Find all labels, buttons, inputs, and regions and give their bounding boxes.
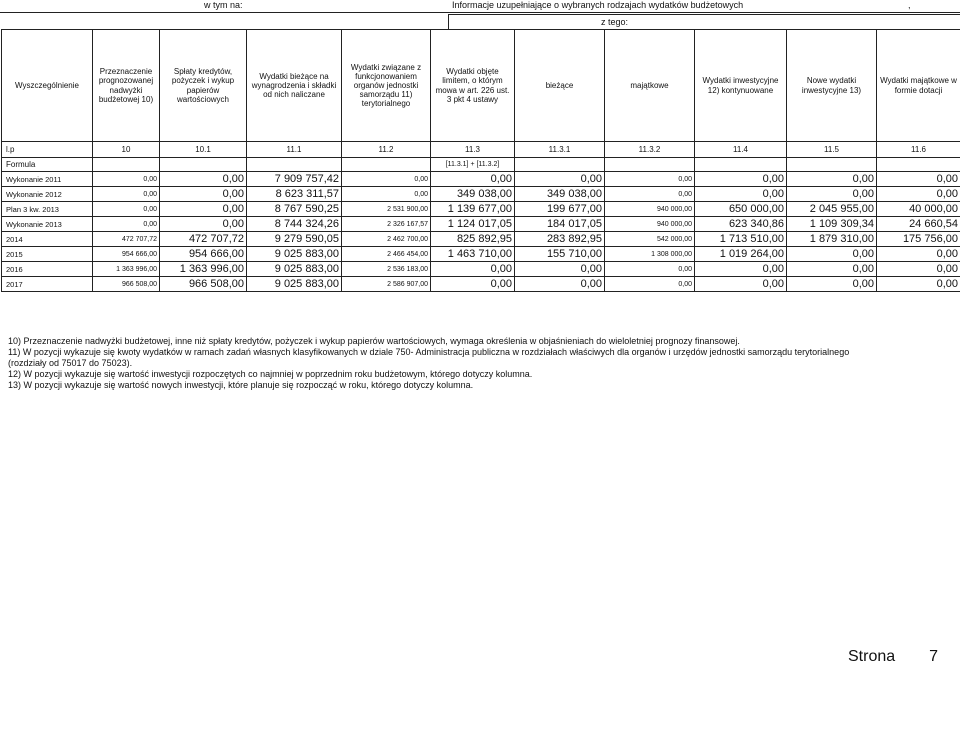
value-cell: 1 713 510,00	[695, 232, 787, 247]
footnotes	[8, 336, 948, 391]
page-label: Strona	[848, 648, 896, 665]
value-cell: 0,00	[605, 262, 695, 277]
value-cell: 0,00	[93, 187, 160, 202]
row-label: Plan 3 kw. 2013	[2, 202, 93, 217]
value-cell: 184 017,05	[515, 217, 605, 232]
number-cell: 10	[93, 142, 160, 158]
header-cell: Wydatki objęte limitem, o którym mowa w art. 226 ust. 3 pkt 4 ustawy	[431, 30, 515, 142]
value-cell: 7 909 757,42	[247, 172, 342, 187]
formula-row	[2, 158, 960, 172]
value-cell: 1 879 310,00	[787, 232, 877, 247]
header-cell: majątkowe	[605, 30, 695, 142]
value-cell: 0,00	[160, 217, 247, 232]
value-cell: 8 767 590,25	[247, 202, 342, 217]
value-cell: 40 000,00	[877, 202, 960, 217]
value-cell: 155 710,00	[515, 247, 605, 262]
value-cell: 2 462 700,00	[342, 232, 431, 247]
w-tym-na-label: w tym na:	[204, 0, 243, 10]
value-cell: 2 045 955,00	[787, 202, 877, 217]
header-cell: Wydatki inwestycyjne 12) kontynuowane	[695, 30, 787, 142]
value-cell: 0,00	[877, 172, 960, 187]
value-cell: 2 536 183,00	[342, 262, 431, 277]
value-cell: 1 139 677,00	[431, 202, 515, 217]
table-row	[2, 202, 960, 217]
header-cell: Wyszczególnienie	[2, 30, 93, 142]
value-cell: 0,00	[877, 187, 960, 202]
value-cell: 1 363 996,00	[160, 262, 247, 277]
table-row	[2, 172, 960, 187]
value-cell: 9 279 590,05	[247, 232, 342, 247]
value-cell: 199 677,00	[515, 202, 605, 217]
value-cell: 2 326 167,57	[342, 217, 431, 232]
value-cell: 0,00	[93, 172, 160, 187]
table-row	[2, 277, 960, 292]
page-num: 7	[929, 648, 939, 665]
value-cell: 0,00	[787, 262, 877, 277]
value-cell: 1 308 000,00	[605, 247, 695, 262]
row-label: 2016	[2, 262, 93, 277]
value-cell: 0,00	[160, 202, 247, 217]
value-cell: 0,00	[431, 172, 515, 187]
value-cell: 2 586 907,00	[342, 277, 431, 292]
table-row	[2, 232, 960, 247]
value-cell: 0,00	[515, 172, 605, 187]
table-row	[2, 217, 960, 232]
budget-table	[1, 29, 960, 292]
value-cell: 825 892,95	[431, 232, 515, 247]
value-cell: 1 363 996,00	[93, 262, 160, 277]
value-cell: 0,00	[695, 277, 787, 292]
row-label: 2017	[2, 277, 93, 292]
value-cell: 650 000,00	[695, 202, 787, 217]
table-row	[2, 262, 960, 277]
header-cell: Nowe wydatki inwestycyjne 13)	[787, 30, 877, 142]
value-cell: 1 463 710,00	[431, 247, 515, 262]
value-cell: 940 000,00	[605, 217, 695, 232]
footnote: 11) W pozycji wykazuje się kwoty wydatków w ramach zadań własnych klasyfikowanych w dziale 750- Administracja publiczna w rozdziałach właściwych dla organów i urzędów jednostki samorządu terytorialnego	[8, 347, 850, 357]
value-cell: 0,00	[431, 262, 515, 277]
header-cell: Wydatki bieżące na wynagrodzenia i składki od nich naliczane	[247, 30, 342, 142]
value-cell: 0,00	[160, 172, 247, 187]
column-number-row	[2, 142, 960, 158]
header-cell: bieżące	[515, 30, 605, 142]
value-cell: 0,00	[93, 202, 160, 217]
value-cell: 283 892,95	[515, 232, 605, 247]
value-cell: 0,00	[695, 172, 787, 187]
value-cell: 1 019 264,00	[695, 247, 787, 262]
value-cell: 472 707,72	[93, 232, 160, 247]
value-cell: 1 109 309,34	[787, 217, 877, 232]
number-cell: l.p	[2, 142, 93, 158]
formula-label: Formula	[2, 158, 93, 172]
value-cell: 472 707,72	[160, 232, 247, 247]
footnote: 13) W pozycji wykazuje się wartość nowych inwestycji, które planuje się rozpocząć w roku, którego dotyczy kolumna.	[8, 380, 474, 390]
value-cell: 0,00	[515, 262, 605, 277]
value-cell: 9 025 883,00	[247, 277, 342, 292]
value-cell: 0,00	[342, 187, 431, 202]
value-cell: 542 000,00	[605, 232, 695, 247]
comma-mark: ,	[908, 0, 911, 10]
value-cell: 954 666,00	[160, 247, 247, 262]
value-cell: 2 531 900,00	[342, 202, 431, 217]
header-row	[2, 30, 960, 142]
value-cell: 0,00	[695, 187, 787, 202]
value-cell: 0,00	[160, 187, 247, 202]
value-cell: 0,00	[431, 277, 515, 292]
header-cell: Przeznaczenie prognozowanej nadwyżki budżetowej 10)	[93, 30, 160, 142]
header-cell: Spłaty kredytów, pożyczek i wykup papierów wartościowych	[160, 30, 247, 142]
value-cell: 0,00	[787, 172, 877, 187]
value-cell: 0,00	[787, 277, 877, 292]
number-cell: 11.3	[431, 142, 515, 158]
number-cell: 11.3.1	[515, 142, 605, 158]
value-cell: 349 038,00	[515, 187, 605, 202]
number-cell: 10.1	[160, 142, 247, 158]
value-cell: 966 508,00	[93, 277, 160, 292]
number-cell: 11.3.2	[605, 142, 695, 158]
z-tego-row	[448, 14, 960, 29]
formula-text: [11.3.1] + [11.3.2]	[431, 158, 515, 172]
value-cell: 9 025 883,00	[247, 262, 342, 277]
header-cell: Wydatki związane z funkcjonowaniem organów jednostki samorządu 11) terytorialnego	[342, 30, 431, 142]
footnote: 10) Przeznaczenie nadwyżki budżetowej, inne niż spłaty kredytów, pożyczek i wykup papierów wartościowych, wymaga określenia w objaśnieniach do wieloletniej prognozy finansowej.	[8, 336, 740, 346]
number-cell: 11.1	[247, 142, 342, 158]
z-tego-label: z tego:	[601, 17, 629, 27]
top-header-row	[0, 0, 960, 13]
value-cell: 0,00	[695, 262, 787, 277]
value-cell: 0,00	[605, 172, 695, 187]
value-cell: 0,00	[93, 217, 160, 232]
value-cell: 2 466 454,00	[342, 247, 431, 262]
value-cell: 0,00	[877, 277, 960, 292]
informacje-label: Informacje uzupełniające o wybranych rodzajach wydatków budżetowych	[452, 0, 744, 10]
row-label: 2015	[2, 247, 93, 262]
value-cell: 8 623 311,57	[247, 187, 342, 202]
value-cell: 175 756,00	[877, 232, 960, 247]
value-cell: 9 025 883,00	[247, 247, 342, 262]
value-cell: 0,00	[515, 277, 605, 292]
row-label: Wykonanie 2013	[2, 217, 93, 232]
value-cell: 0,00	[605, 187, 695, 202]
value-cell: 0,00	[787, 247, 877, 262]
number-cell: 11.4	[695, 142, 787, 158]
value-cell: 954 666,00	[93, 247, 160, 262]
header-cell: Wydatki majątkowe w formie dotacji	[877, 30, 960, 142]
value-cell: 623 340,86	[695, 217, 787, 232]
value-cell: 966 508,00	[160, 277, 247, 292]
row-label: Wykonanie 2012	[2, 187, 93, 202]
row-label: Wykonanie 2011	[2, 172, 93, 187]
value-cell: 349 038,00	[431, 187, 515, 202]
value-cell: 940 000,00	[605, 202, 695, 217]
row-label: 2014	[2, 232, 93, 247]
value-cell: 0,00	[877, 262, 960, 277]
value-cell: 0,00	[787, 187, 877, 202]
number-cell: 11.2	[342, 142, 431, 158]
footnote: (rozdziały od 75017 do 75023).	[8, 358, 133, 368]
value-cell: 0,00	[877, 247, 960, 262]
value-cell: 8 744 324,26	[247, 217, 342, 232]
table-row	[2, 247, 960, 262]
value-cell: 24 660,54	[877, 217, 960, 232]
value-cell: 1 124 017,05	[431, 217, 515, 232]
page-number	[848, 648, 960, 666]
value-cell: 0,00	[342, 172, 431, 187]
table-row	[2, 187, 960, 202]
number-cell: 11.6	[877, 142, 960, 158]
value-cell: 0,00	[605, 277, 695, 292]
number-cell: 11.5	[787, 142, 877, 158]
footnote: 12) W pozycji wykazuje się wartość inwestycji rozpoczętych co najmniej w poprzednim roku budżetowym, którego dotyczy kolumna.	[8, 369, 533, 379]
